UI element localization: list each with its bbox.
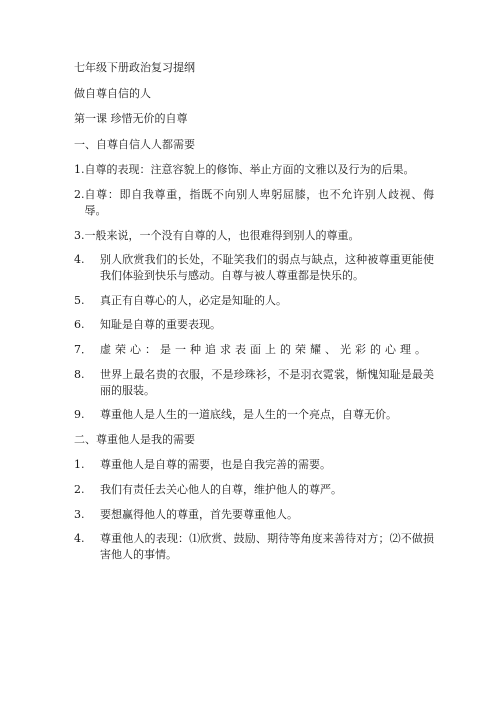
item-text: 尊重他人是人生的一道底线，是人生的一个亮点，自尊无价。	[100, 408, 397, 422]
list-item	[74, 293, 434, 309]
item-text: 一般来说，一个没有自尊的人，也很难得到别人的尊重。	[84, 228, 360, 242]
item-text: 虚荣心：是一种追求表面上的荣耀、光彩的心理。	[100, 342, 430, 356]
item-text: 真正有自尊心的人，必定是知耻的人。	[100, 293, 287, 307]
list-item	[74, 507, 434, 523]
list-item	[74, 252, 434, 284]
list-item	[74, 162, 434, 178]
item-text: 世界上最名贵的衣服，不是珍珠衫，不是羽衣霓裳，惭愧知耻是最美丽的服装。	[100, 367, 434, 397]
list-item	[74, 187, 434, 219]
item-text: 别人欣赏我们的长处，不耻笑我们的弱点与缺点，这种被尊重更能使我们体验到快乐与感动。自尊与被人尊重都是快乐的。	[100, 253, 434, 283]
item-text: 知耻是自尊的重要表现。	[100, 318, 221, 332]
list-item	[74, 531, 434, 563]
item-text: 尊重他人的表现：⑴欣赏、鼓励、期待等角度来善待对方；⑵不做损害他人的事情。	[100, 532, 434, 562]
item-text: 自尊的表现：注意容貌上的修饰、举止方面的文雅以及行为的后果。	[84, 163, 415, 177]
item-number: 1.	[74, 458, 85, 472]
item-text: 自尊：即自我尊重，指既不向别人卑躬屈膝，也不允许别人歧视、侮辱。	[84, 187, 434, 217]
item-number: 2.	[74, 187, 85, 201]
item-text: 要想赢得他人的尊重，首先要尊重他人。	[100, 507, 298, 521]
section-heading-1: 一、自尊自信人人都需要	[74, 137, 195, 151]
item-number: 4.	[74, 532, 85, 546]
item-number: 5.	[74, 293, 85, 307]
section-heading-2: 二、尊重他人是我的需要	[74, 432, 195, 446]
document-page	[74, 60, 434, 572]
list-item	[74, 482, 434, 498]
document-title: 七年级下册政治复习提纲	[74, 61, 195, 74]
list-item	[74, 228, 434, 244]
unit-title: 做自尊自信的人	[74, 86, 151, 100]
list-item	[74, 367, 434, 399]
item-number: 3.	[74, 507, 85, 521]
list-item	[74, 342, 434, 358]
item-text: 尊重他人是自尊的需要，也是自我完善的需要。	[100, 458, 331, 472]
item-number: 8.	[74, 367, 85, 381]
item-number: 6.	[74, 318, 85, 332]
list-item	[74, 407, 434, 423]
item-number: 4.	[74, 253, 85, 267]
lesson-title: 第一课 珍惜无价的自尊	[74, 112, 188, 126]
item-number: 9.	[74, 408, 85, 422]
item-number: 1.	[74, 163, 85, 177]
list-item	[74, 457, 434, 473]
item-number: 2.	[74, 482, 85, 496]
item-number: 3.	[74, 228, 85, 242]
list-item	[74, 317, 434, 333]
item-text: 我们有责任去关心他人的自尊，维护他人的尊严。	[100, 482, 342, 496]
item-number: 7．	[74, 342, 92, 356]
